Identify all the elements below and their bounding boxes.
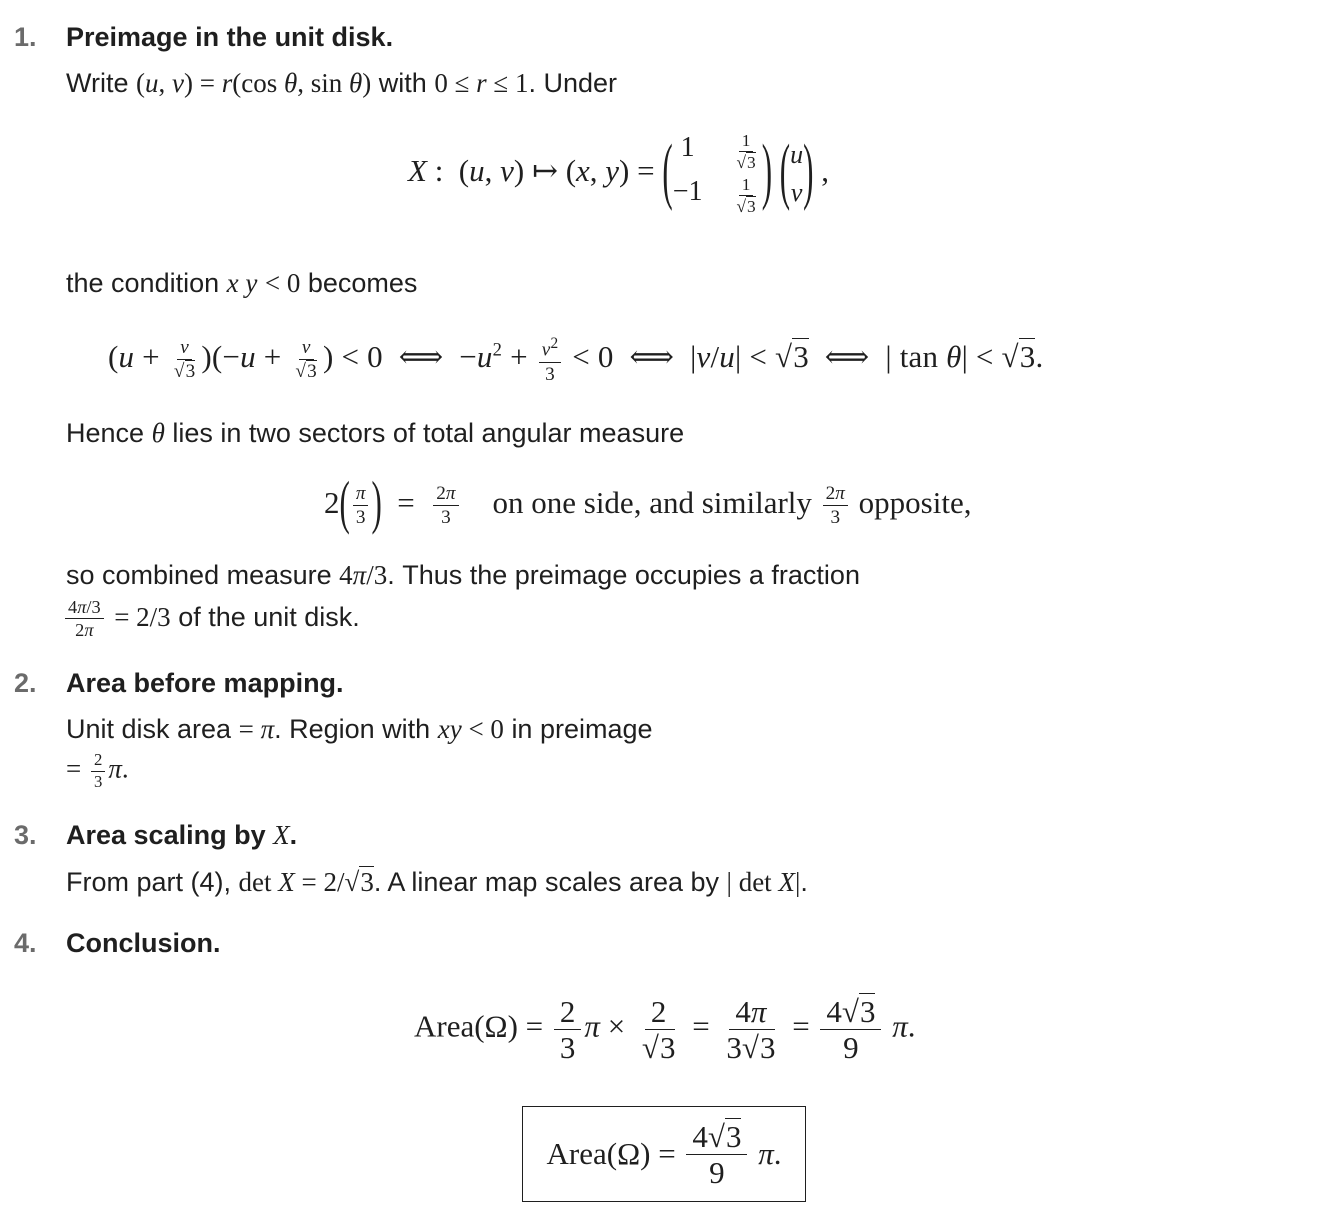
step-number-3: 3. bbox=[14, 820, 37, 850]
determinant-value: det X = 2/√3 bbox=[238, 867, 374, 897]
fraction-after: of the unit disk. bbox=[178, 601, 360, 632]
condition-after: becomes bbox=[307, 268, 418, 298]
final-answer-box: Area(Ω) = $\frac{4√3}{9}$ π . bbox=[522, 1106, 806, 1202]
polar-formula: (u, v) = r(cos θ, sin θ) bbox=[136, 68, 372, 98]
disk-area-line: Unit disk area = π. Region with xy < 0 in preimage bbox=[66, 714, 653, 744]
step-number-4: 4. bbox=[14, 928, 37, 958]
combined-after: . Thus the preimage occupies a fraction bbox=[387, 560, 860, 590]
under-word: . Under bbox=[528, 68, 618, 98]
radius-range: 0 ≤ r ≤ 1 bbox=[434, 68, 529, 98]
step-heading-1: Preimage in the unit disk. bbox=[66, 22, 394, 52]
with-word: with bbox=[378, 68, 427, 98]
step-number-2: 2. bbox=[14, 668, 37, 698]
hence-line bbox=[66, 418, 684, 449]
linear-map-text: . A linear map scales area by bbox=[373, 867, 720, 897]
from-part-text: From part (4), bbox=[66, 867, 232, 897]
sector-text-2: opposite, bbox=[858, 484, 972, 520]
equivalence-chain: (u + $\frac{v}{√3}$ )(−u + $\frac{v}{√3}$ ) < 0 ⟺ $-u^2$ + $\frac{v^2}{3}$ < 0 ⟺ |v/u| < √3 ⟺ | tan θ| < √3. bbox=[108, 335, 1044, 385]
sector-text-1: on one side, and similarly bbox=[492, 484, 812, 520]
combined-before: so combined measure bbox=[66, 560, 332, 590]
step-number-1: 1. bbox=[14, 22, 37, 52]
region-text: . Region with bbox=[274, 714, 431, 744]
preimage-text: in preimage bbox=[511, 714, 653, 744]
determinant-line: From part (4), det X = 2/√3. A linear map scales area by | det X|. bbox=[66, 867, 808, 897]
polar-substitution-line bbox=[66, 68, 617, 99]
fraction-expression: $\frac{4\pi/3}{2\pi}$ bbox=[65, 598, 104, 640]
linear-map-equation: X : (u, v) ↦ (x, y) = ( 1 $\frac{1}{√3}$ −1 $\frac{1}{√3}$ ) ( u v ) , bbox=[408, 127, 829, 217]
xy-negative-condition: x y bbox=[226, 268, 258, 298]
condition-line: the condition x y < 0 becomes bbox=[66, 268, 418, 298]
step-heading-4: Conclusion. bbox=[66, 928, 221, 958]
hence-after: lies in two sectors of total angular measure bbox=[172, 418, 685, 448]
final-answer-label: Area(Ω) bbox=[546, 1136, 651, 1171]
theta-symbol: θ bbox=[151, 418, 165, 448]
hence-before: Hence bbox=[66, 418, 145, 448]
sector-measure-equation: 2( $\frac{\pi}{3}$ ) = $\frac{2\pi}{3}$ on one side, and similarly $\frac{2\pi}{3}$ opposite, bbox=[324, 468, 972, 536]
condition-before: the condition bbox=[66, 268, 220, 298]
combined-measure-line bbox=[66, 560, 860, 591]
write-word: Write bbox=[66, 68, 129, 98]
combined-measure: 4π/3 bbox=[339, 560, 388, 590]
step-heading-2: Area before mapping. bbox=[66, 668, 344, 698]
disk-area-before: Unit disk area bbox=[66, 714, 232, 744]
fraction-line: $\frac{4\pi/3}{2\pi}$ = 2/3 of the unit disk. bbox=[62, 598, 360, 640]
preimage-area-value: = $\frac{2}{3}$ π. bbox=[66, 750, 129, 791]
area-computation: Area(Ω) = $\frac{2}{3}$ π × $\frac{2}{√3}$ = $\frac{4\pi}{3√3}$ = $\frac{4√3}{9}$ π. bbox=[414, 994, 916, 1065]
step-heading-3: Area scaling by X. bbox=[66, 820, 298, 850]
